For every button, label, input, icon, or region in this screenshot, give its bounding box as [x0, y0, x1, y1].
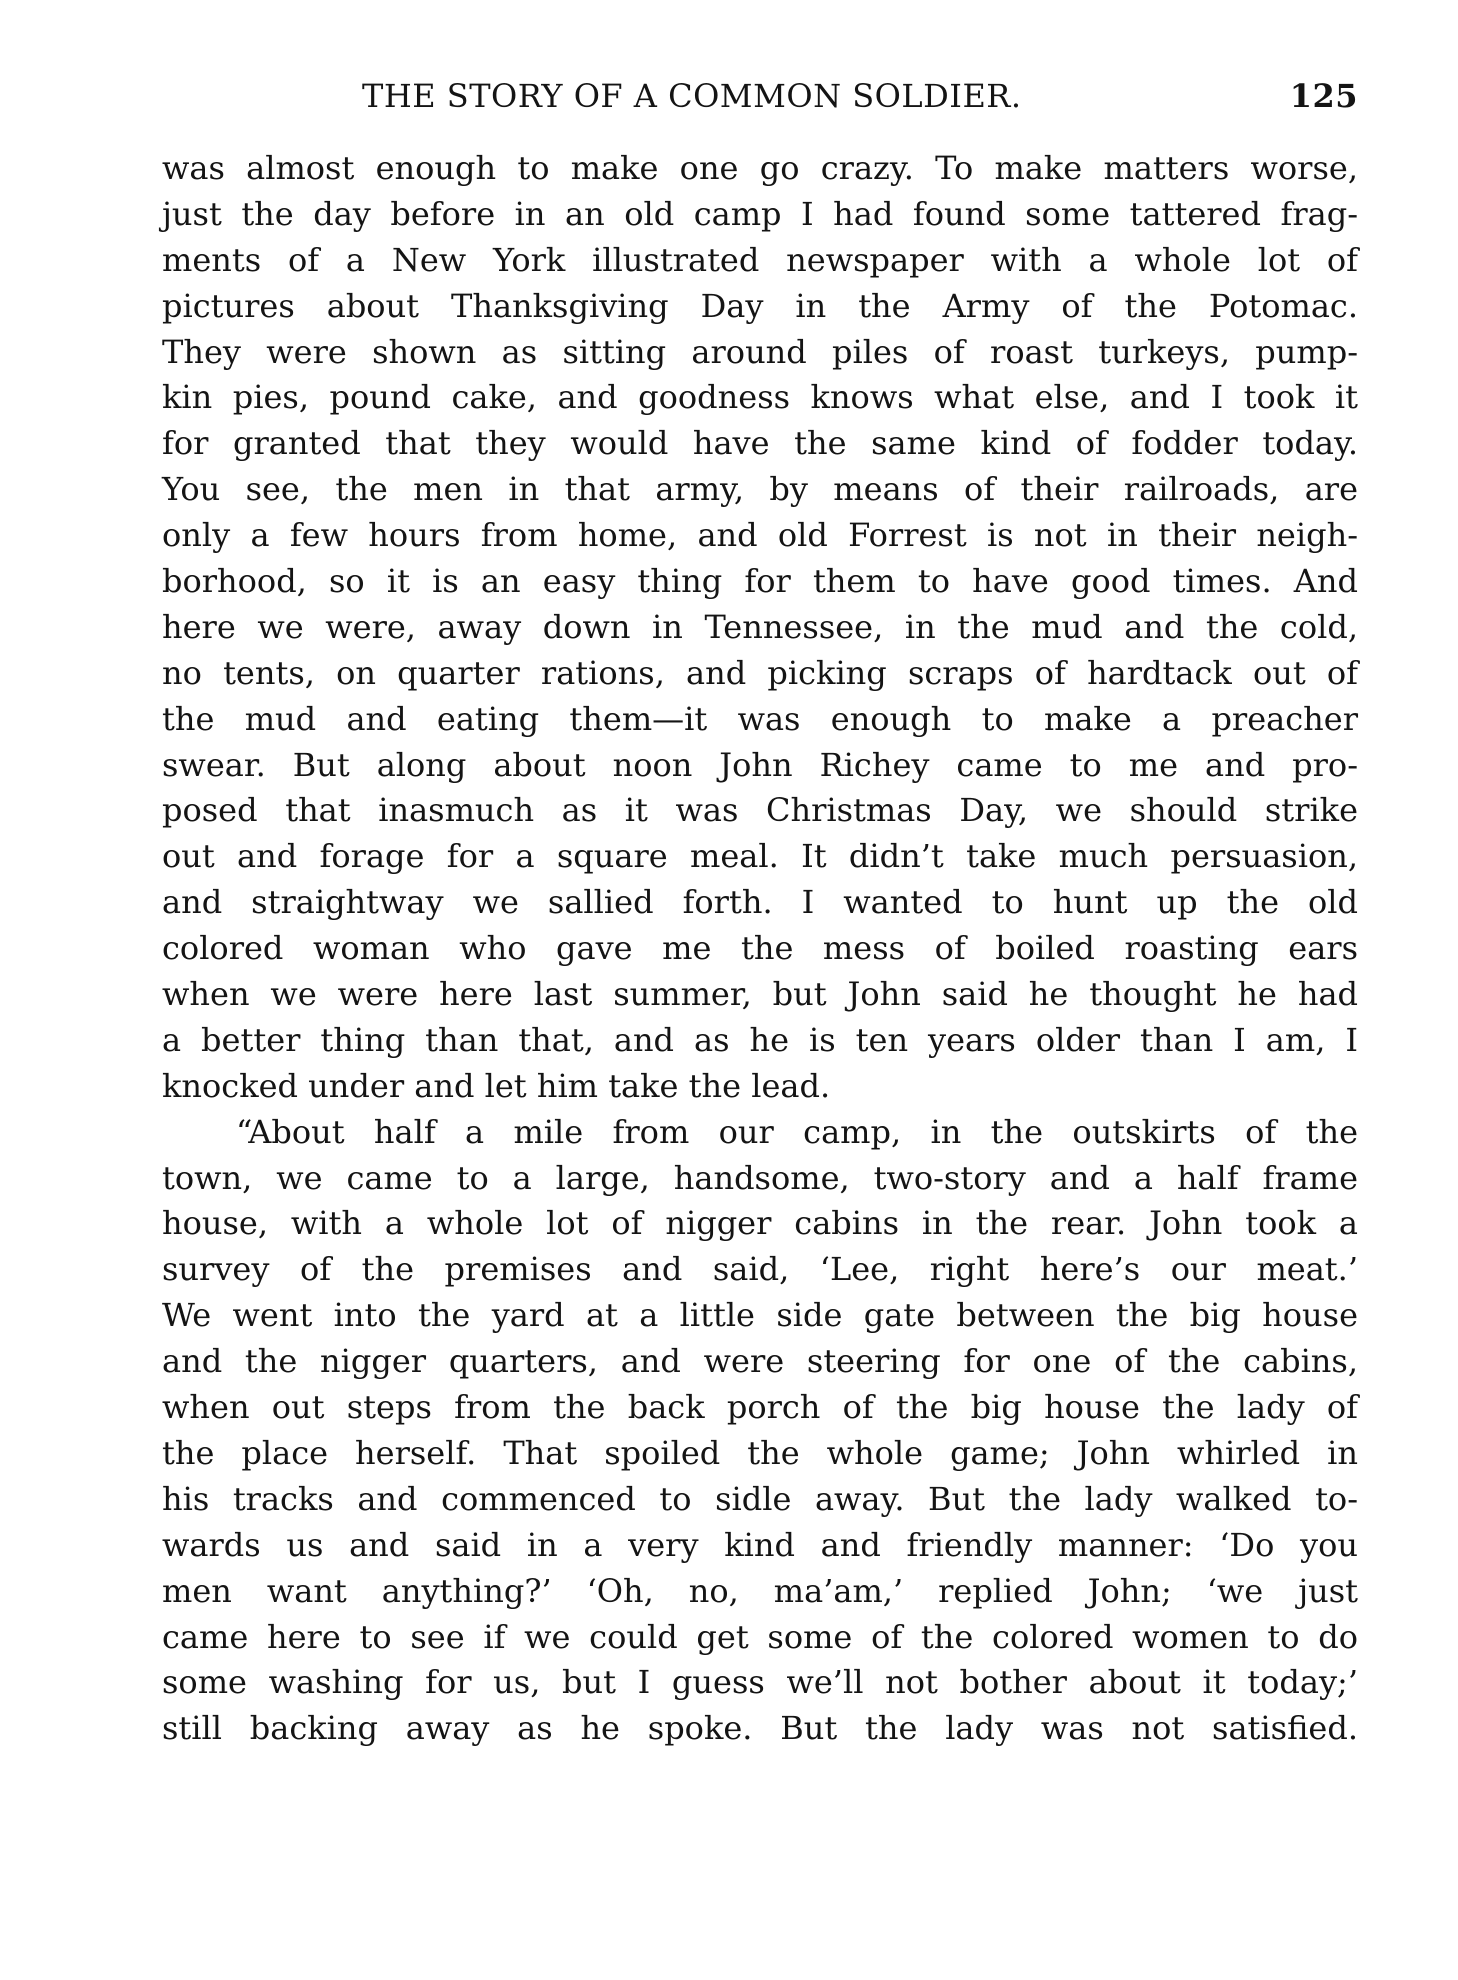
text-line: survey of the premises and said, ‘Lee, right here’s our meat.’ [162, 1250, 1358, 1289]
running-head [162, 74, 1358, 118]
text-line: borhood, so it is an easy thing for them to have good times. And [162, 562, 1358, 601]
text-line: here we were, away down in Tennessee, in the mud and the cold, [162, 607, 1358, 646]
text-line: still backing away as he spoke. But the lady was not satisfied. [162, 1709, 1358, 1748]
page-number: 125 [1289, 77, 1358, 115]
text-line: wards us and said in a very kind and friendly manner: ‘Do you [162, 1525, 1358, 1564]
paragraph-first-line: “About half a mile from our camp, in the outskirts of the [236, 1112, 1358, 1151]
text-line: kin pies, pound cake, and goodness knows what else, and I took it [162, 378, 1358, 417]
text-line: colored woman who gave me the mess of boiled roasting ears [162, 929, 1358, 968]
text-line: his tracks and commenced to sidle away. But the lady walked to- [162, 1479, 1358, 1518]
running-title: THE STORY OF A COMMON SOLDIER. [362, 77, 1022, 115]
text-line: came here to see if we could get some of the colored women to do [162, 1617, 1358, 1656]
body-text [162, 146, 1358, 1752]
text-line: and the nigger quarters, and were steering for one of the cabins, [162, 1342, 1358, 1381]
text-line: posed that inasmuch as it was Christmas Day, we should strike [162, 791, 1358, 830]
text-line: and straightway we sallied forth. I wanted to hunt up the old [162, 883, 1358, 922]
text-line: for granted that they would have the same kind of fodder today. [162, 424, 1358, 463]
text-line: the mud and eating them—it was enough to make a preacher [162, 699, 1358, 738]
text-line: out and forage for a square meal. It didn’t take much persuasion, [162, 837, 1358, 876]
text-line: We went into the yard at a little side gate between the big house [162, 1296, 1358, 1335]
text-line: only a few hours from home, and old Forrest is not in their neigh- [162, 516, 1358, 555]
text-line: some washing for us, but I guess we’ll not bother about it today;’ [162, 1663, 1358, 1702]
text-line: town, we came to a large, handsome, two-story and a half frame [162, 1158, 1358, 1197]
text-line: a better thing than that, and as he is ten years older than I am, I [162, 1020, 1358, 1059]
text-line: house, with a whole lot of nigger cabins in the rear. John took a [162, 1204, 1358, 1243]
text-line: was almost enough to make one go crazy. To make matters worse, [162, 149, 1358, 187]
paragraph-end-line: knocked under and let him take the lead. [162, 1066, 831, 1105]
text-line: when out steps from the back porch of the big house the lady of [162, 1388, 1358, 1427]
text-line: no tents, on quarter rations, and picking scraps of hardtack out of [162, 653, 1358, 692]
text-line: ments of a New York illustrated newspaper with a whole lot of [162, 240, 1358, 279]
text-line: men want anything?’ ‘Oh, no, ma’am,’ replied John; ‘we just [162, 1571, 1358, 1610]
text-line: swear. But along about noon John Richey came to me and pro- [162, 745, 1358, 784]
text-line: the place herself. That spoiled the whole game; John whirled in [162, 1433, 1358, 1472]
text-line: just the day before in an old camp I had found some tattered frag- [162, 194, 1358, 233]
text-line: You see, the men in that army, by means of their railroads, are [162, 470, 1358, 509]
text-line: pictures about Thanksgiving Day in the Army of the Potomac. [162, 286, 1358, 325]
text-line: They were shown as sitting around piles of roast turkeys, pump- [162, 332, 1358, 371]
text-line: when we were here last summer, but John said he thought he had [162, 975, 1358, 1014]
